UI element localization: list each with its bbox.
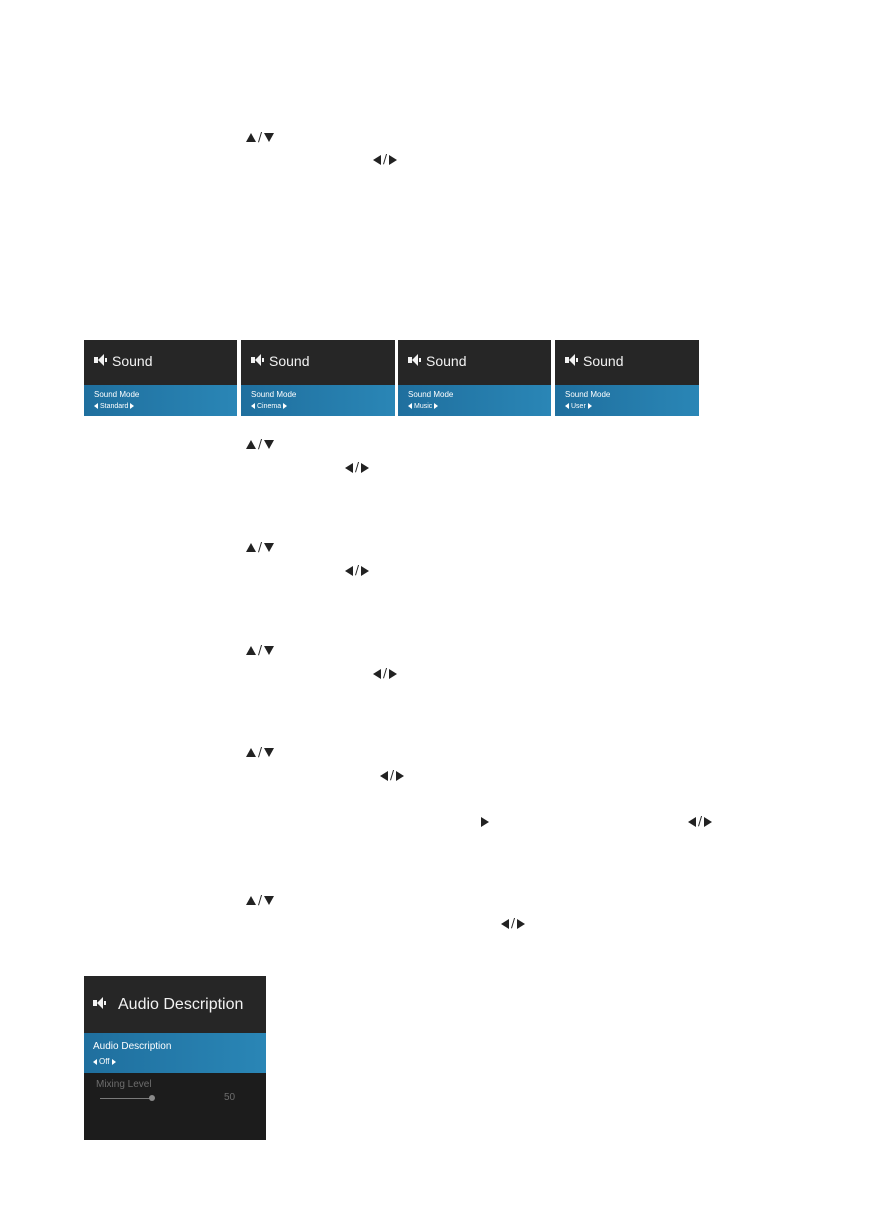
chevron-right-icon xyxy=(588,403,592,409)
sound-mode-label: Sound Mode xyxy=(408,390,454,399)
sound-mode-label: Sound Mode xyxy=(565,390,611,399)
up-down-arrow-icon: / xyxy=(246,894,274,907)
up-down-arrow-icon: / xyxy=(246,541,274,554)
audio-description-panel xyxy=(84,976,266,1140)
panel-title: Sound xyxy=(426,353,467,369)
chevron-right-icon xyxy=(112,1059,116,1065)
right-arrow-icon xyxy=(481,815,489,828)
chevron-right-icon xyxy=(434,403,438,409)
chevron-left-icon xyxy=(93,1059,97,1065)
left-right-arrow-icon: / xyxy=(380,769,404,782)
chevron-left-icon xyxy=(565,403,569,409)
left-right-arrow-icon: / xyxy=(373,667,397,680)
mixing-level-value: 50 xyxy=(224,1092,236,1103)
left-right-arrow-icon: / xyxy=(345,564,369,577)
panel-title: Sound xyxy=(269,353,310,369)
sound-panel-music xyxy=(398,340,551,416)
left-right-arrow-icon: / xyxy=(345,461,369,474)
sound-mode-value[interactable]: Standard xyxy=(94,403,134,410)
speaker-icon xyxy=(251,354,265,366)
left-right-arrow-icon: / xyxy=(373,153,397,166)
sound-mode-value[interactable]: Music xyxy=(408,403,438,410)
panel-title: Sound xyxy=(583,353,624,369)
up-down-arrow-icon: / xyxy=(246,438,274,451)
mixing-level-label: Mixing Level xyxy=(96,1079,152,1090)
sound-panel-user xyxy=(555,340,699,416)
chevron-right-icon xyxy=(283,403,287,409)
sound-mode-label: Sound Mode xyxy=(251,390,297,399)
sound-panel-standard xyxy=(84,340,237,416)
up-down-arrow-icon: / xyxy=(246,644,274,657)
mixing-level-knob[interactable] xyxy=(149,1095,155,1101)
speaker-icon xyxy=(565,354,579,366)
sound-mode-value[interactable]: Cinema xyxy=(251,403,287,410)
audio-description-value[interactable]: Off xyxy=(93,1057,116,1066)
chevron-left-icon xyxy=(94,403,98,409)
audio-description-option[interactable] xyxy=(84,1033,266,1073)
mixing-level-option[interactable] xyxy=(84,1073,266,1140)
panel-title: Audio Description xyxy=(118,996,244,1013)
up-down-arrow-icon: / xyxy=(246,131,274,144)
chevron-left-icon xyxy=(408,403,412,409)
sound-mode-value[interactable]: User xyxy=(565,403,592,410)
chevron-right-icon xyxy=(130,403,134,409)
left-right-arrow-icon: / xyxy=(501,917,525,930)
sound-mode-label: Sound Mode xyxy=(94,390,140,399)
speaker-icon xyxy=(408,354,422,366)
speaker-icon xyxy=(93,997,107,1009)
audio-description-label: Audio Description xyxy=(93,1041,172,1052)
up-down-arrow-icon: / xyxy=(246,746,274,759)
chevron-left-icon xyxy=(251,403,255,409)
panel-title: Sound xyxy=(112,353,153,369)
speaker-icon xyxy=(94,354,108,366)
left-right-arrow-icon: / xyxy=(688,815,712,828)
mixing-level-slider[interactable] xyxy=(100,1098,152,1099)
sound-panel-cinema xyxy=(241,340,395,416)
